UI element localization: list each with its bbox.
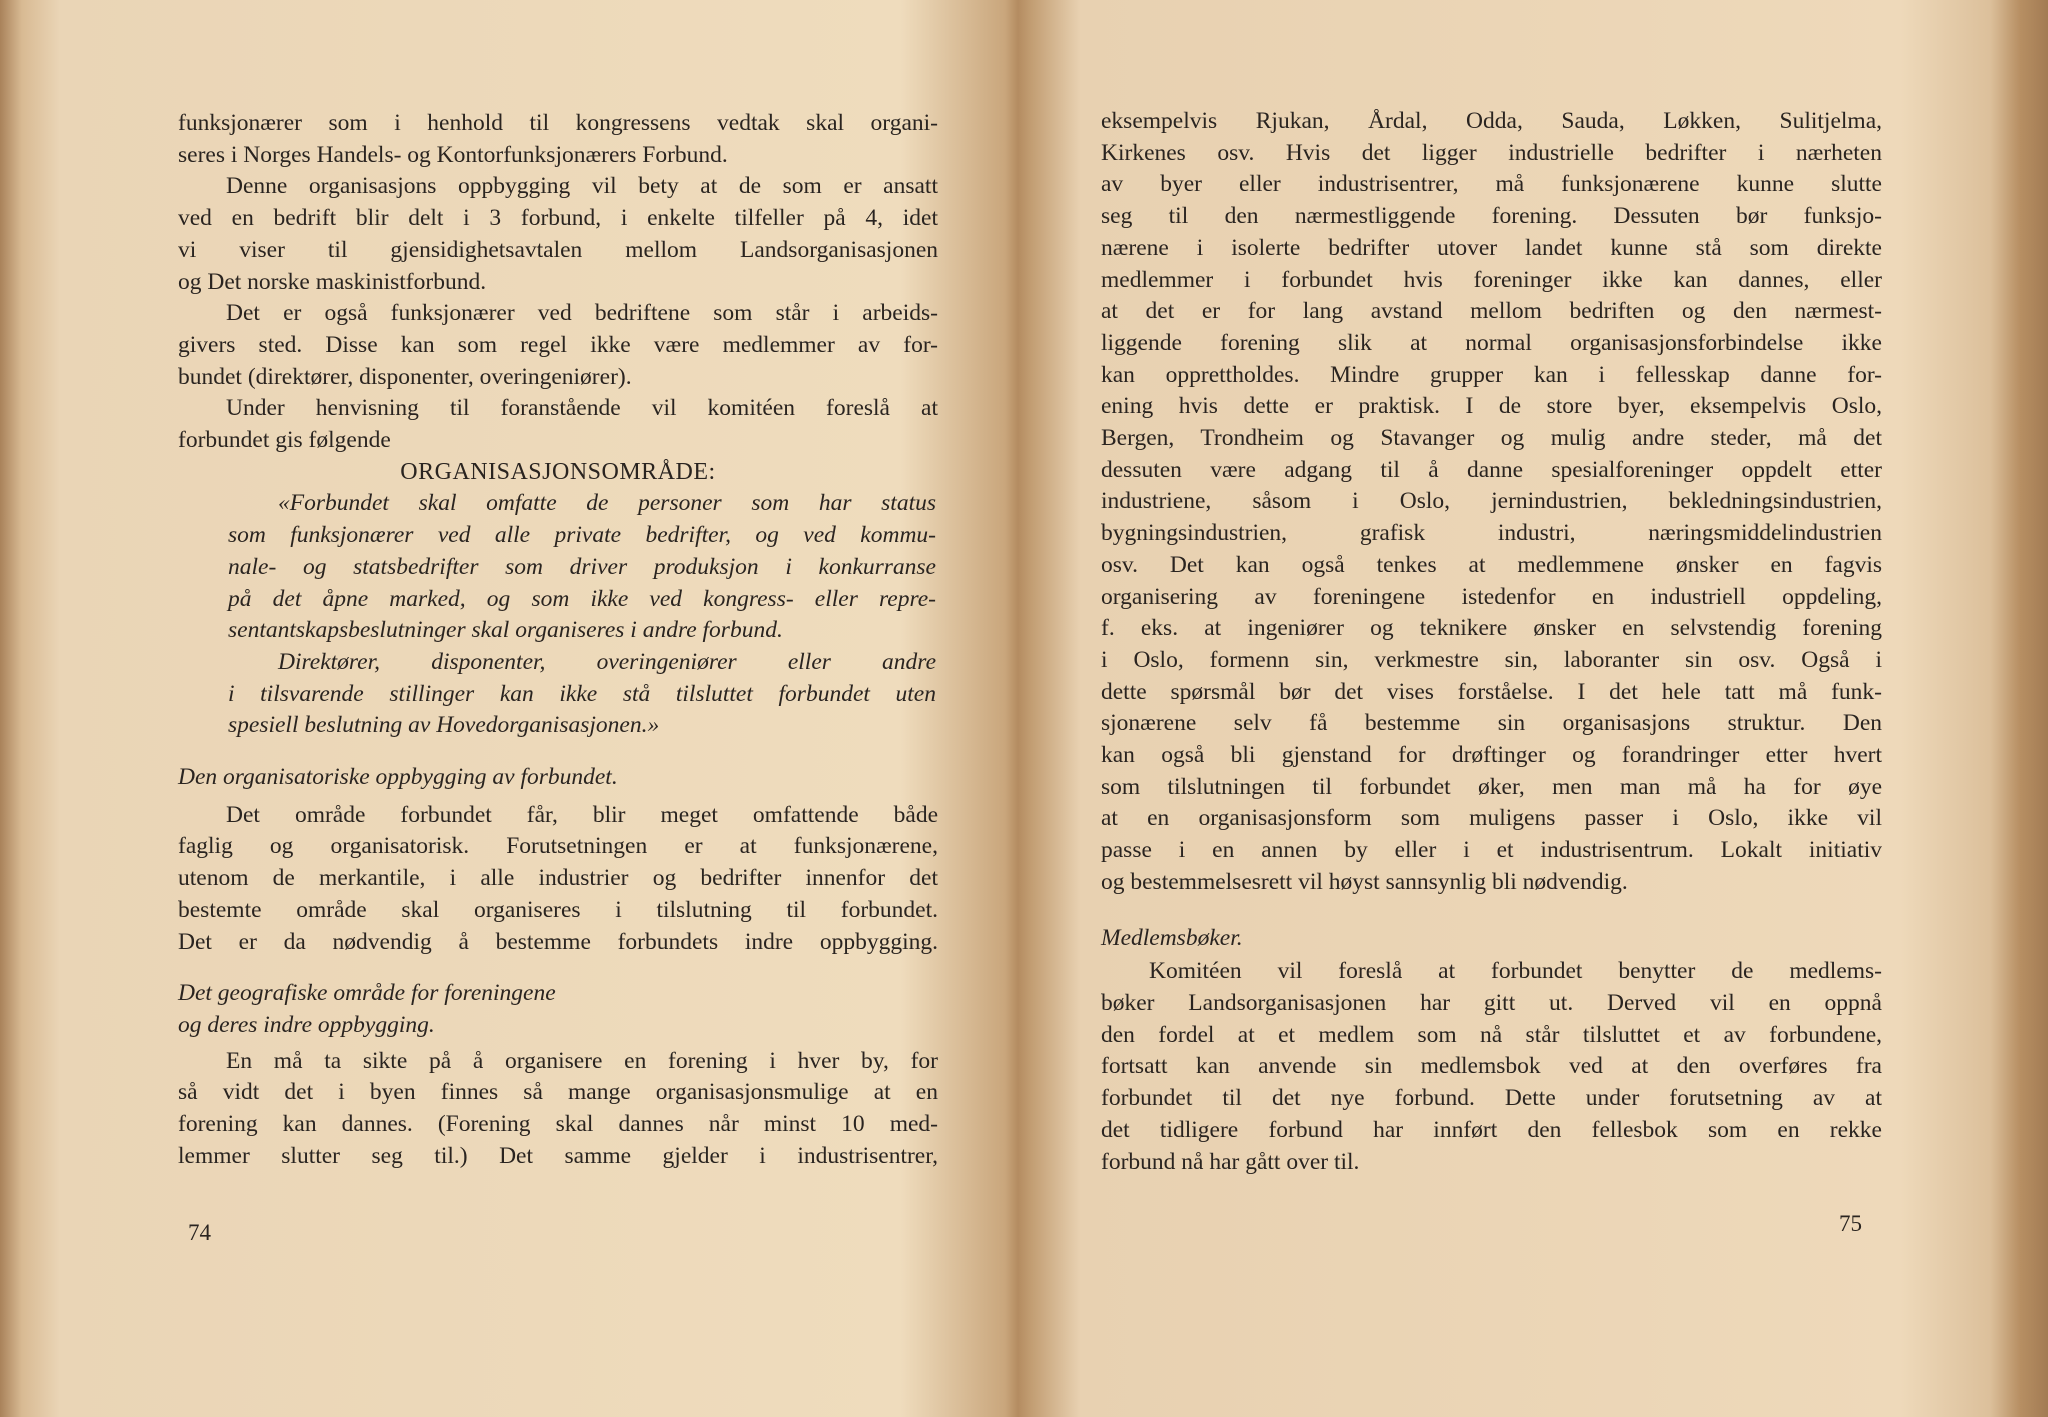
section-title: Den organisatoriske oppbygging av forbundet. — [178, 764, 618, 791]
text-line: og Det norske maskinistforbund. — [178, 268, 487, 295]
text-line: industriene, såsom i Oslo, jernindustrien, bekledningsindustrien, — [1101, 488, 1882, 515]
text-line: Under henvisning til foranstående vil komitéen foreslå at — [226, 395, 938, 422]
quote-line: sentantskapsbeslutninger skal organiseres i andre forbund. — [228, 617, 783, 644]
text-line: funksjonærer som i henhold til kongressens vedtak skal organi- — [178, 110, 938, 136]
text-line: dessuten være adgang til å danne spesialforeninger oppdelt etter — [1101, 456, 1882, 483]
text-line: Det er da nødvendig å bestemme forbundets indre oppbygging. — [178, 928, 938, 955]
text-line: at en organisasjonsform som muligens passer i Oslo, ikke vil — [1101, 805, 1882, 832]
text-line: forening kan dannes. (Forening skal dannes når minst 10 med- — [178, 1111, 938, 1138]
text-line: liggende forening slik at normal organisasjonsforbindelse ikke — [1101, 329, 1882, 356]
text-line: utenom de merkantile, i alle industrier og bedrifter innenfor det — [178, 865, 938, 892]
text-line: fortsatt kan anvende sin medlemsbok ved at den overføres fra — [1101, 1053, 1882, 1080]
quote-line: i tilsvarende stillinger kan ikke stå tilsluttet forbundet uten — [228, 680, 936, 707]
text-line: kan også bli gjenstand for drøftinger og forandringer etter hvert — [1101, 742, 1882, 769]
text-line: lemmer slutter seg til.) Det samme gjelder i industrisentrer, — [178, 1142, 938, 1169]
section-title: og deres indre oppbygging. — [178, 1011, 435, 1038]
text-line: av byer eller industrisentrer, må funksjonærene kunne slutte — [1101, 171, 1882, 198]
text-line: bøker Landsorganisasjonen har gitt ut. Derved vil en oppnå — [1101, 989, 1882, 1016]
text-line: i Oslo, formenn sin, verkmestre sin, laboranter sin osv. Også i — [1101, 646, 1882, 673]
text-line: osv. Det kan også tenkes at medlemmene ønsker en fagvis — [1101, 551, 1882, 578]
text-line: Det er også funksjonærer ved bedriftene som står i arbeids- — [226, 300, 938, 327]
section-title: Det geografiske område for foreningene — [178, 980, 556, 1007]
text-line: faglig og organisatorisk. Forutsetningen er at funksjonærene, — [178, 833, 938, 860]
page-number: 75 — [1839, 1211, 1862, 1236]
text-line: Det område forbundet får, blir meget omfattende både — [226, 801, 938, 828]
quote-line: spesiell beslutning av Hovedorganisasjonen.» — [228, 712, 660, 739]
section-heading: ORGANISASJONSOMRÅDE: — [400, 458, 716, 485]
quote-line: på det åpne marked, og som ikke ved kongress- eller repre- — [228, 585, 936, 612]
quote-line: Direktører, disponenter, overingeniører eller andre — [278, 648, 936, 675]
text-line: Denne organisasjons oppbygging vil bety at de som er ansatt — [226, 173, 938, 200]
text-line: ening hvis dette er praktisk. I de store byer, eksempelvis Oslo, — [1101, 393, 1882, 420]
text-line: medlemmer i forbundet hvis foreninger ikke kan dannes, eller — [1101, 266, 1882, 293]
section-title: Medlemsbøker. — [1101, 924, 1243, 951]
text-line: den fordel at et medlem som nå står tilsluttet et av forbundene, — [1101, 1021, 1882, 1048]
text-line: passe i en annen by eller i et industrisentrum. Lokalt initiativ — [1101, 837, 1882, 864]
text-line: bundet (direktører, disponenter, overingeniører). — [178, 363, 632, 390]
text-line: som tilslutningen til forbundet øker, men man må ha for øye — [1101, 773, 1882, 800]
right-page — [1018, 0, 2048, 1417]
text-line: nærene i isolerte bedrifter utover landet kunne stå som direkte — [1101, 234, 1882, 261]
page-number: 74 — [188, 1220, 211, 1245]
text-line: bestemte område skal organiseres i tilslutning til forbundet. — [178, 896, 938, 923]
quote-line: «Forbundet skal omfatte de personer som har status — [278, 490, 936, 517]
text-line: givers sted. Disse kan som regel ikke være medlemmer av for- — [178, 331, 938, 358]
text-line: forbundet gis følgende — [178, 427, 391, 454]
text-line: Komitéen vil foreslå at forbundet benytter de medlems- — [1149, 958, 1882, 985]
text-line: det tidligere forbund har innført den fellesbok som en rekke — [1101, 1116, 1882, 1143]
text-line: vi viser til gjensidighetsavtalen mellom Landsorganisasjonen — [178, 236, 938, 263]
text-line: f. eks. at ingeniører og teknikere ønsker en selvstendig forening — [1101, 615, 1882, 642]
left-page — [0, 0, 1018, 1417]
text-line: seres i Norges Handels- og Kontorfunksjonærers Forbund. — [178, 141, 728, 168]
text-line: forbundet til det nye forbund. Dette under forutsetning av at — [1101, 1085, 1882, 1112]
quoted-resolution — [178, 488, 938, 742]
text-line: Kirkenes osv. Hvis det ligger industrielle bedrifter i nærheten — [1101, 139, 1882, 166]
text-line: bygningsindustrien, grafisk industri, næringsmiddelindustrien — [1101, 520, 1882, 547]
text-line: ved en bedrift blir delt i 3 forbund, i enkelte tilfeller på 4, idet — [178, 205, 938, 232]
text-line: organisering av foreningene istedenfor en industriell oppdeling, — [1101, 583, 1882, 610]
right-page-text — [1101, 106, 1882, 1178]
text-line: dette spørsmål bør det vises forståelse. I det hele tatt må funk- — [1101, 678, 1882, 705]
text-line: forbund nå har gått over til. — [1101, 1148, 1360, 1175]
text-line: sjonærene selv få bestemme sin organisasjons struktur. Den — [1101, 710, 1882, 737]
text-line: så vidt det i byen finnes så mange organisasjonsmulige at en — [178, 1079, 938, 1106]
text-line: eksempelvis Rjukan, Årdal, Odda, Sauda, Løkken, Sulitjelma, — [1101, 108, 1882, 134]
quote-line: som funksjonærer ved alle private bedrifter, og ved kommu- — [228, 522, 936, 549]
text-line: at det er for lang avstand mellom bedriften og den nærmest- — [1101, 298, 1882, 325]
text-line: Bergen, Trondheim og Stavanger og mulig andre steder, må det — [1101, 425, 1882, 452]
text-line: og bestemmelsesrett vil høyst sannsynlig bli nødvendig. — [1101, 868, 1628, 895]
left-page-text — [178, 108, 938, 1173]
text-line: seg til den nærmestliggende forening. Dessuten bør funksjo- — [1101, 203, 1882, 230]
quote-line: nale- og statsbedrifter som driver produksjon i konkurranse — [228, 553, 936, 580]
text-line: En må ta sikte på å organisere en forening i hver by, for — [226, 1047, 938, 1074]
text-line: kan opprettholdes. Mindre grupper kan i fellesskap danne for- — [1101, 361, 1882, 388]
